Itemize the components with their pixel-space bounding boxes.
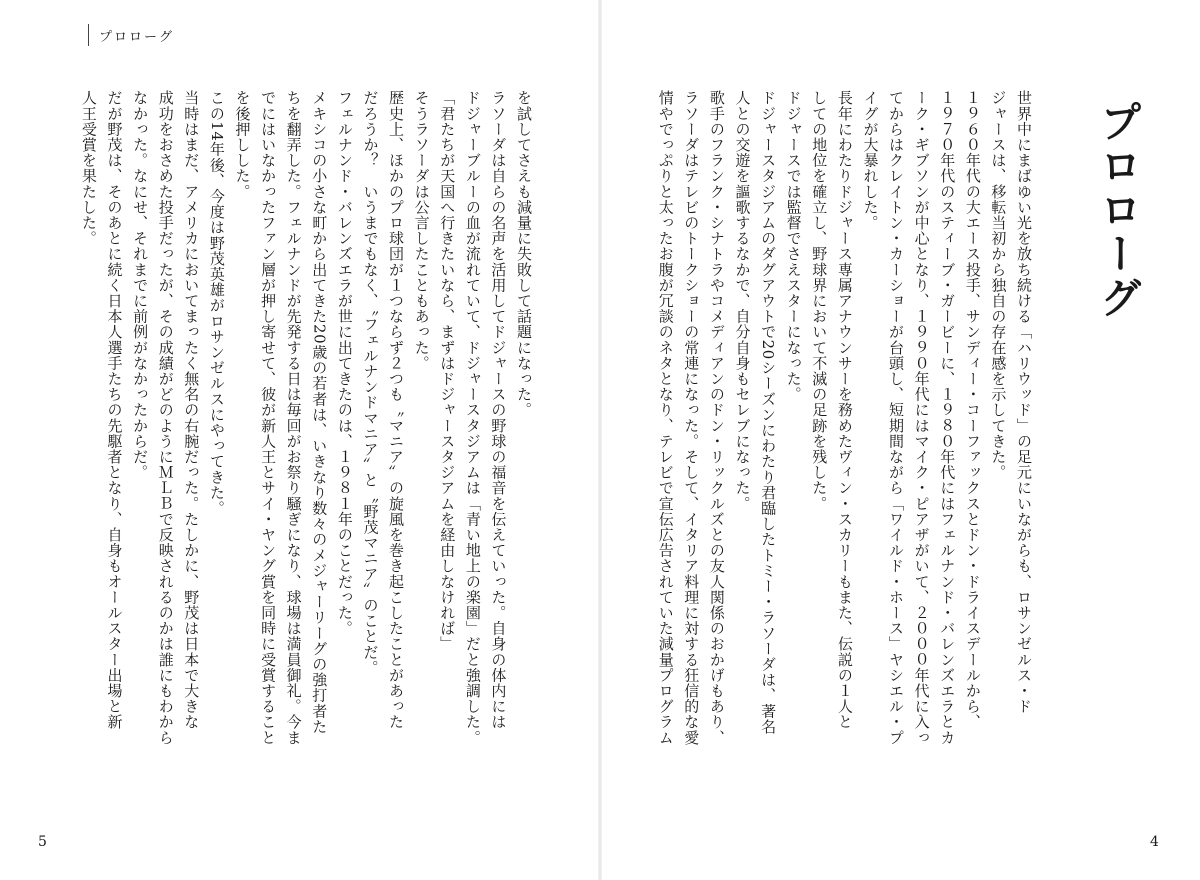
text-line: ーク・ギブソンが中心となり、１９９０年代にはマイク・ピアザがいて、２０００年代に入っ [912,90,931,746]
text-line: 歴史上、ほかのプロ球団が１つならず２つも〝マニア〟の旋風を巻き起こしたことがあった [387,90,406,730]
text-line: この14年後、今度は野茂英雄がロサンゼルスにやってきた。 [207,90,226,516]
text-line: 人王受賞を果たした。 [79,90,98,246]
text-line: フェルナンド・バレンズエラが世に出てきたのは、１９８１年のことだった。 [335,90,354,636]
text-line: 歌手のフランク・シナトラやコメディアンのドン・リックルズとの友人関係のおかげもあり、 [707,90,726,746]
right-page [600,0,1200,880]
text-line: てからはクレイトン・カーショーが台頭し、短期間ながら「ワイルド・ホース」ヤシエル・プ [887,90,906,746]
text-line: だろうか？ いうまでもなく、〝フェルナンドマニア〟と〝野茂マニア〟のことだ。 [361,90,380,676]
text-line: ドジャースでは監督でさえスターになった。 [784,90,803,402]
text-line: ラソーダは自らの名声を活用してドジャースの野球の福音を伝えていった。自身の体内には [489,90,508,730]
text-line: イグが大暴れした。 [861,90,880,231]
text-line: しての地位を確立し、野球界において不滅の足跡を残した。 [810,90,829,512]
running-head [88,24,174,46]
text-line: ちを翻弄した。フェルナンドが先発する日は毎回がお祭り騒ぎになり、球場は満員御礼。今ま [284,90,303,746]
text-line: メキシコの小さな町から出てきた20歳の若者は、いきなり数々のメジャーリーグの強打者た [310,90,329,735]
text-line: 長年にわたりドジャース専属アナウンサーを務めたヴィン・スカリーもまた、伝説の１人と [835,90,854,730]
text-line: 当時はまだ、アメリカにおいてまったく無名の右腕だった。たしかに、野茂は日本で大きな [182,90,201,730]
page-number-right: 4 [1150,834,1159,850]
text-line: そうラソーダは公言したこともあった。 [412,90,431,371]
running-head-rule [88,24,89,46]
right-page-body [656,90,1036,746]
text-line: 世界中にまばゆい光を放ち続ける「ハリウッド」の足元にいながらも、ロサンゼルス・ド [1015,90,1033,714]
text-line: なかった。なにせ、それまでに前例がなかったからだ。 [131,90,150,480]
text-line: でにはいなかったファン層が押し寄せて、彼が新人王とサイ・ヤング賞を同時に受賞すること [259,90,278,746]
text-line: だが野茂は、そのあとに続く日本人選手たちの先駆者となり、自身もオールスター出場と新 [105,90,124,730]
text-line: １９６０年代の大エース投手、サンディー・コーファックスとドン・ドライスデールから、 [963,90,982,730]
text-line: を後押しした。 [233,90,252,200]
text-line: ラソーダはテレビのトークショーの常連になった。そして、イタリア料理に対する狂信的な愛 [682,90,701,746]
text-line: 「君たちが天国へ行きたいなら、まずはドジャースタジアムを経由しなければ」 [438,90,457,652]
text-line: ドジャースタジアムのダグアウトで20シーズンにわたり君臨したトミー・ラソーダは、著名 [759,90,778,735]
chapter-title: プロローグ [1094,100,1143,320]
text-line: 情やでっぷりと太ったお腹が冗談のネタとなり、テレビで宣伝広告されていた減量プログラム [656,90,675,746]
text-line: 成功をおさめた投手だったが、その成績がどのようにＭＬＢで反映されるのかは誰にもわから [156,90,175,746]
text-line: 人との交遊を謳歌するなかで、自分自身もセレブになった。 [733,90,752,512]
left-page-body [66,90,536,746]
page-number-left: 5 [38,834,47,850]
text-line: を試してさえも減量に失敗して話題になった。 [515,90,533,418]
text-line: １９７０年代のスティーブ・ガービーに、１９８０年代にはフェルナンド・バレンズエラとカ [938,90,957,746]
text-line: ジャースは、移転当初から独自の存在感を示してきた。 [989,90,1008,480]
text-line: ドジャーブルーの血が流れていて、ドジャースタジアムは「青い地上の楽園」だと強調した。 [463,90,482,746]
running-head-title: プロローグ [99,29,175,45]
